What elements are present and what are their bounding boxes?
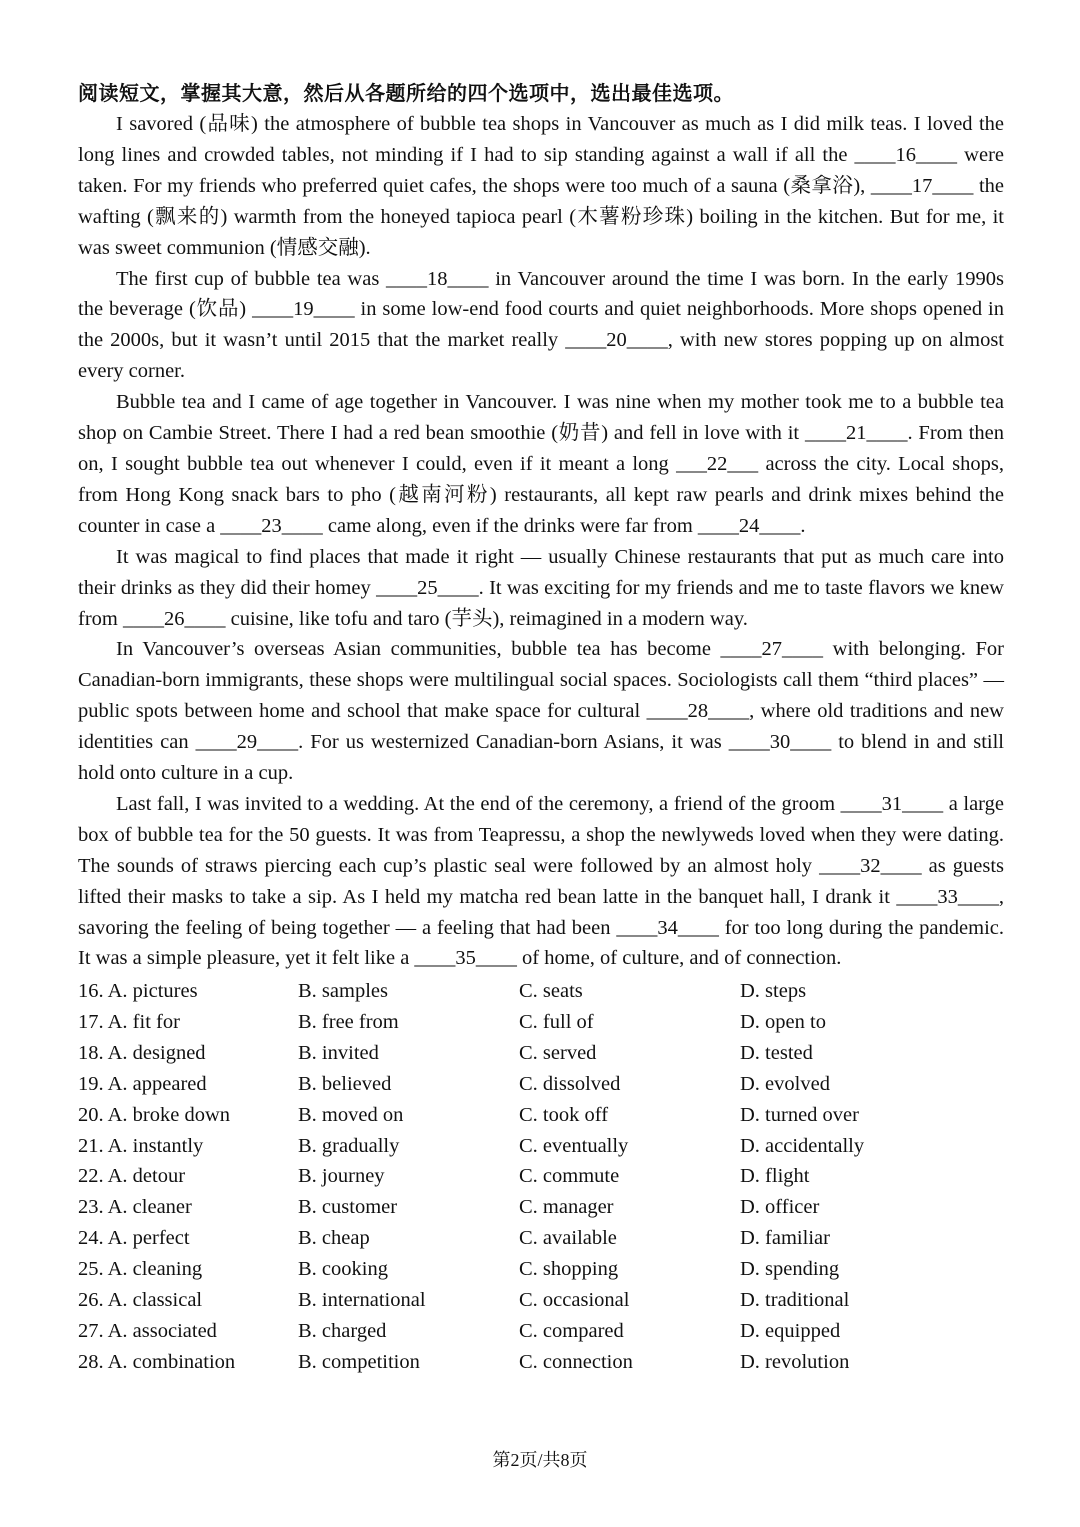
- option-16-d: D. steps: [740, 980, 807, 1003]
- option-27-c: C. compared: [519, 1319, 624, 1342]
- option-24-a: 24. A. perfect: [78, 1227, 190, 1250]
- question-28-options: [78, 1347, 1004, 1378]
- option-20-a: 20. A. broke down: [78, 1103, 231, 1126]
- option-20-d: D. turned over: [740, 1103, 859, 1126]
- option-26-d: D. traditional: [740, 1288, 850, 1311]
- option-17-a: 17. A. fit for: [78, 1011, 180, 1034]
- question-26-options: [78, 1285, 1004, 1316]
- question-22-options: [78, 1161, 1004, 1192]
- option-27-b: B. charged: [298, 1319, 387, 1342]
- option-16-b: B. samples: [298, 980, 388, 1003]
- question-19-options: [78, 1069, 1004, 1100]
- option-22-a: 22. A. detour: [78, 1165, 186, 1188]
- option-26-a: 26. A. classical: [78, 1288, 203, 1311]
- question-27-options: [78, 1316, 1004, 1347]
- paragraph-3: Bubble tea and I came of age together in Vancouver. I was nine when my mother took me to a bubble tea shop on Cambie Street. There I had a red bean smoothie (奶昔) and fell in love with it ____21____. From then on, I sought bubble tea out whenever I could, even if it meant a long ___22___ across the city. Local shops, from Hong Kong snack bars to pho (越南河粉) restaurants, all kept raw pearls and drink mixes behind the counter in case a ____23____ came along, even if the drinks were far from ____24____.: [78, 391, 1004, 537]
- option-18-b: B. invited: [298, 1042, 379, 1065]
- option-18-a: 18. A. designed: [78, 1042, 206, 1065]
- option-20-c: C. took off: [519, 1103, 609, 1126]
- paragraph-1: I savored (品味) the atmosphere of bubble tea shops in Vancouver as much as I did milk teas. I loved the long lines and crowded tables, not minding if I had to sip standing against a wall if all the ____16____ were taken. For my friends who preferred quiet cafes, the shops were too much of a sauna (桑拿浴), ____17____ the wafting (飘来的) warmth from the honeyed tapioca pearl (木薯粉珍珠) boiling in the kitchen. But for me, it was sweet communion (情感交融).: [78, 113, 1004, 259]
- question-21-options: [78, 1131, 1004, 1162]
- option-24-d: D. familiar: [740, 1227, 830, 1250]
- paragraph-6: Last fall, I was invited to a wedding. At the end of the ceremony, a friend of the groom ____31____ a large box of bubble tea for the 50 guests. It was from Teapressu, a shop the newlyweds loved when they were dating. The sounds of straws piercing each cup’s plastic seal were followed by an almost holy ____32____ as guests lifted their masks to take a sip. As I held my matcha red bean latte in the banquet hall, I drank it ____33____, savoring the feeling of being together — a feeling that had been ____34____ for too long during the pandemic. It was a simple pleasure, yet it felt like a ____35____ of home, of culture, and of connection.: [78, 792, 1004, 970]
- option-23-d: D. officer: [740, 1196, 820, 1219]
- option-27-a: 27. A. associated: [78, 1319, 217, 1342]
- option-28-b: B. competition: [298, 1350, 420, 1373]
- option-25-d: D. spending: [740, 1257, 840, 1280]
- page-number-footer: 第2页/共8页: [492, 1450, 588, 1470]
- option-25-c: C. shopping: [519, 1257, 619, 1280]
- option-24-c: C. available: [519, 1227, 617, 1250]
- option-19-c: C. dissolved: [519, 1072, 621, 1095]
- option-23-c: C. manager: [519, 1196, 614, 1219]
- option-22-c: C. commute: [519, 1165, 620, 1188]
- option-19-b: B. believed: [298, 1072, 392, 1095]
- option-28-d: D. revolution: [740, 1350, 850, 1373]
- option-21-a: 21. A. instantly: [78, 1134, 204, 1157]
- option-20-b: B. moved on: [298, 1103, 404, 1126]
- option-26-b: B. international: [298, 1288, 426, 1311]
- question-18-options: [78, 1038, 1004, 1069]
- cloze-passage: [78, 109, 1004, 974]
- option-23-a: 23. A. cleaner: [78, 1196, 192, 1219]
- option-18-c: C. served: [519, 1042, 597, 1065]
- option-24-b: B. cheap: [298, 1227, 370, 1250]
- option-17-c: C. full of: [519, 1011, 594, 1034]
- paragraph-5: In Vancouver’s overseas Asian communities, bubble tea has become ____27____ with belonging. For Canadian-born immigrants, these shops were multilingual social spaces. Sociologists call them “third places” — public spots between home and school that make space for cultural ____28____, where old traditions and new identities can ____29____. For us westernized Canadian-born Asians, it was ____30____ to blend in and still hold onto culture in a cup.: [78, 638, 1004, 785]
- option-17-d: D. open to: [740, 1011, 826, 1034]
- paragraph-4: It was magical to find places that made it right — usually Chinese restaurants that put as much care into their drinks as they did their homey ____25____. It was exciting for my friends and me to taste flavors we knew from ____26____ cuisine, like tofu and taro (芋头), reimagined in a modern way.: [78, 545, 1004, 630]
- option-25-b: B. cooking: [298, 1257, 388, 1280]
- option-16-a: 16. A. pictures: [78, 980, 198, 1003]
- answer-options: [78, 976, 1004, 1377]
- question-16-options: [78, 976, 1004, 1007]
- option-16-c: C. seats: [519, 980, 583, 1003]
- option-21-b: B. gradually: [298, 1134, 400, 1157]
- option-22-b: B. journey: [298, 1165, 385, 1188]
- option-27-d: D. equipped: [740, 1319, 841, 1342]
- option-23-b: B. customer: [298, 1196, 398, 1219]
- question-17-options: [78, 1007, 1004, 1038]
- option-25-a: 25. A. cleaning: [78, 1257, 203, 1280]
- paragraph-2: The first cup of bubble tea was ____18____ in Vancouver around the time I was born. In the early 1990s the beverage (饮品) ____19____ in some low-end food courts and quiet neighborhoods. More shops opened in the 2000s, but it wasn’t until 2015 that the market really ____20____, with new stores popping up on almost every corner.: [78, 267, 1004, 383]
- option-21-d: D. accidentally: [740, 1134, 865, 1157]
- option-18-d: D. tested: [740, 1042, 813, 1065]
- option-22-d: D. flight: [740, 1165, 810, 1188]
- exam-page: [78, 78, 1004, 1377]
- question-25-options: [78, 1254, 1004, 1285]
- option-28-a: 28. A. combination: [78, 1350, 236, 1373]
- option-17-b: B. free from: [298, 1011, 399, 1034]
- option-19-a: 19. A. appeared: [78, 1072, 207, 1095]
- option-26-c: C. occasional: [519, 1288, 630, 1311]
- question-23-options: [78, 1192, 1004, 1223]
- option-21-c: C. eventually: [519, 1134, 629, 1157]
- option-19-d: D. evolved: [740, 1072, 830, 1095]
- section-instruction: 阅读短文，掌握其大意，然后从各题所给的四个选项中，选出最佳选项。: [78, 81, 734, 105]
- question-20-options: [78, 1100, 1004, 1131]
- option-28-c: C. connection: [519, 1350, 633, 1373]
- question-24-options: [78, 1223, 1004, 1254]
